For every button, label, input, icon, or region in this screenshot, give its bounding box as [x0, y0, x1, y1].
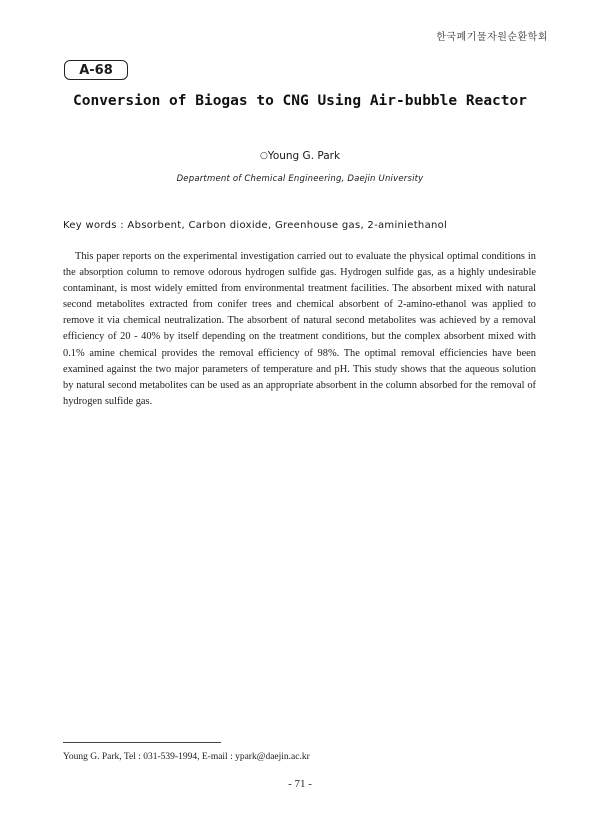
- footnote: Young G. Park, Tel : 031-539-1994, E-mail : ypark@daejin.ac.kr: [63, 752, 310, 762]
- presenter-mark: ○: [259, 151, 268, 161]
- author-line: [0, 150, 600, 162]
- keywords: Key words : Absorbent, Carbon dioxide, Greenhouse gas, 2-aminiethanol: [63, 220, 448, 231]
- footnote-rule: [63, 742, 221, 743]
- abstract-code-badge: A-68: [64, 60, 128, 80]
- society-header: 한국폐기물자원순환학회: [436, 32, 548, 43]
- author-name: Young G. Park: [267, 150, 341, 162]
- page-number: - 71 -: [288, 778, 312, 790]
- abstract-body: This paper reports on the experimental investigation carried out to evaluate the physical optimal conditions in the absorption column to remove odorous hydrogen sulfide gas. Hydrogen sulfide gas, as a highly undesirable contaminant, is most widely emitted from environmental treatment facilities. The absorbent mixed with natural second metabolites extracted from conifer trees and chemical absorbent of 2-amino-ethanol was applied to remove it via chemical neutralization. The absorbent of natural second metabolites was achieved by a removal efficiency of 20 - 40% by itself depending on the treatment conditions, but the complex absorbent mixed with 0.1% amine chemical provides the removal efficiency of 98%. The optimal removal efficiencies have been examined against the two major parameters of temperature and pH. This study shows that the aqueous solution by natural second metabolites can be used as an appropriate absorbent in the column absorbed for the removal of hydrogen sulfide gas.: [63, 251, 536, 407]
- affiliation: Department of Chemical Engineering, Daejin University: [176, 174, 424, 184]
- paper-title: Conversion of Biogas to CNG Using Air-bubble Reactor: [73, 93, 527, 109]
